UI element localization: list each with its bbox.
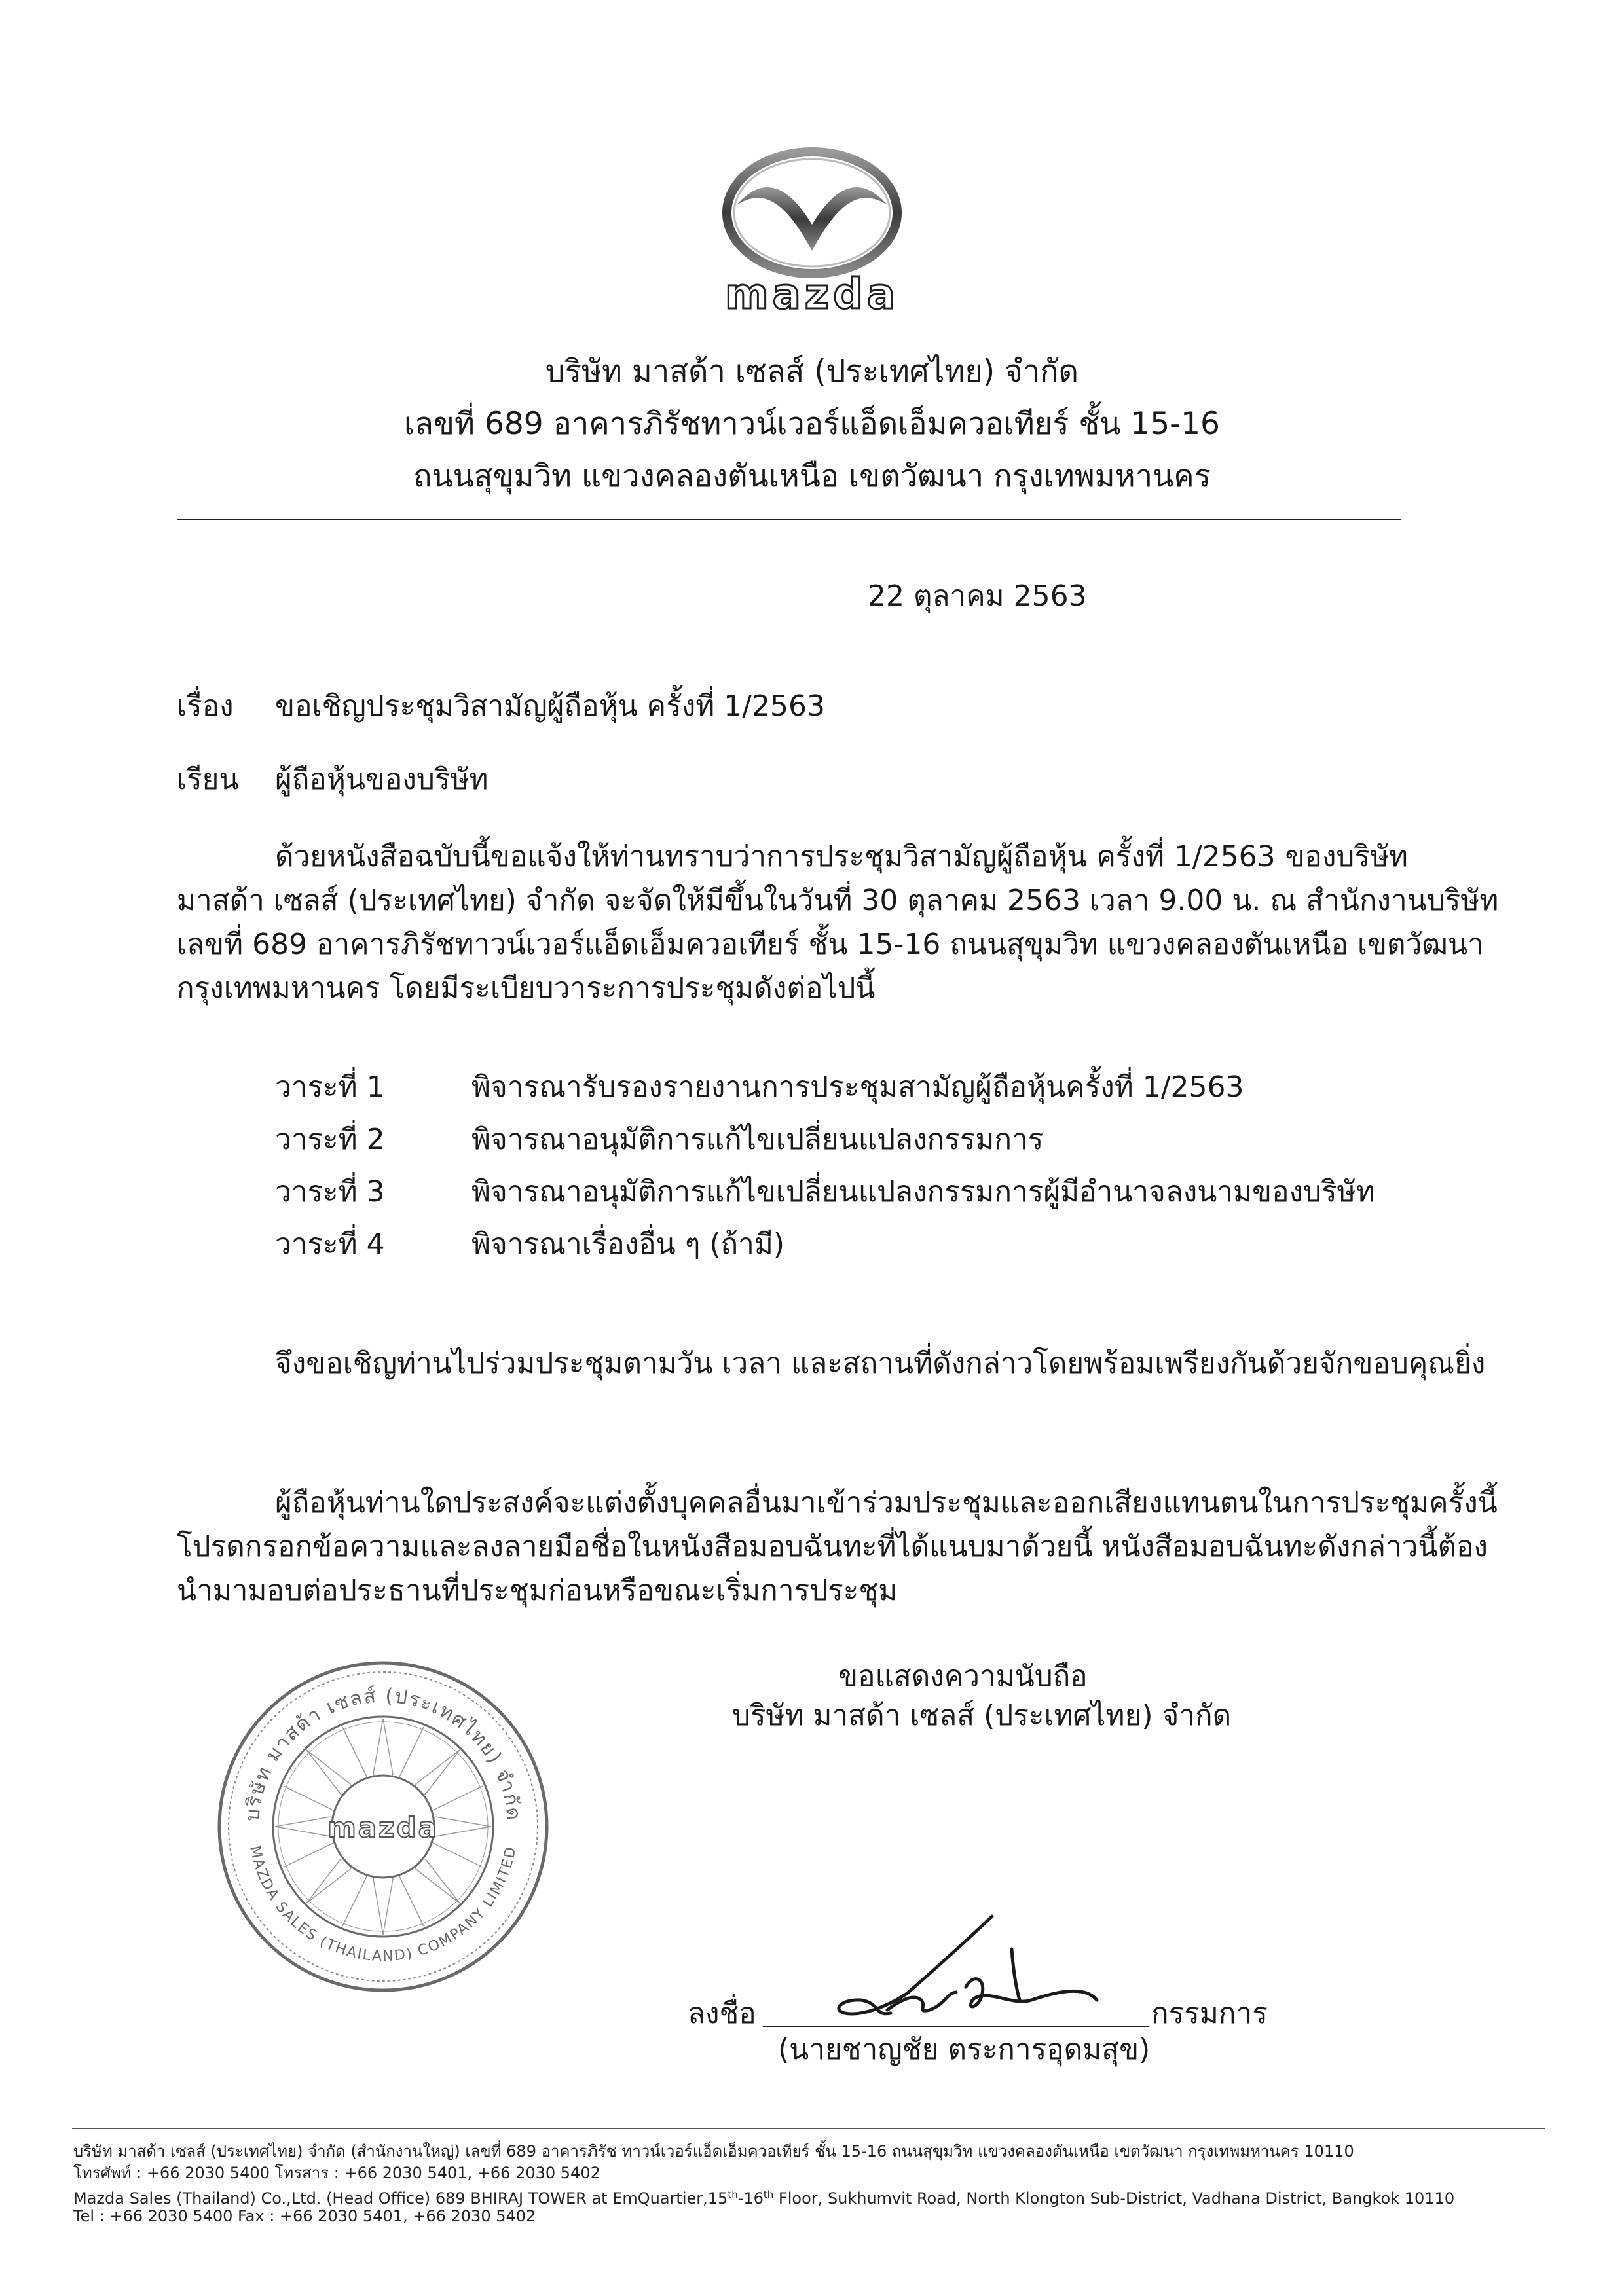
signer-position: กรรมการ <box>1151 1997 1268 2030</box>
agenda-item <box>275 1116 1043 1162</box>
subject-text: ขอเชิญประชุมวิสามัญผู้ถือหุ้น ครั้งที่ 1/2563 <box>275 689 825 723</box>
agenda-label: วาระที่ 3 <box>275 1175 385 1209</box>
agenda-label: วาระที่ 4 <box>275 1228 385 1261</box>
agenda-text: พิจารณาอนุมัติการแก้ไขเปลี่ยนแปลงกรรมการผู้มีอำนาจลงนามของบริษัท <box>471 1175 1375 1209</box>
proxy-line: ผู้ถือหุ้นท่านใดประสงค์จะแต่งตั้งบุคคลอื่นมาเข้าร่วมประชุมและออกเสียงแทนตนในการประชุมครั้งนี้ <box>275 1486 1498 1520</box>
footer-en-address-part: -16 <box>737 2189 764 2208</box>
invitation-text: จึงขอเชิญท่านไปร่วมประชุมตามวัน เวลา และสถานที่ดังกล่าวโดยพร้อมเพรียงกันด้วยจักขอบคุณยิ่ง <box>275 1347 1486 1380</box>
company-logo <box>707 147 917 318</box>
footer-divider <box>72 2128 1545 2129</box>
letterhead-address-line2: ถนนสุขุมวิท แขวงคลองตันเหนือ เขตวัฒนา กรุงเทพมหานคร <box>413 458 1211 494</box>
proxy-line: โปรดกรอกข้อความและลงลายมือชื่อในหนังสือมอบฉันทะที่ได้แนบมาด้วยนี้ หนังสือมอบฉันทะดังกล่าวนี้ต้อง <box>177 1530 1488 1563</box>
proxy-line: นำมามอบต่อประธานที่ประชุมก่อนหรือขณะเริ่มการประชุม <box>177 1574 898 1607</box>
intro-line: เลขที่ 689 อาคารภิรัชทาวน์เวอร์แอ็ดเอ็มควอเทียร์ ชั้น 15-16 ถนนสุขุมวิท แขวงคลองตันเหนือ เขตวัฒนา <box>177 928 1484 961</box>
sign-label: ลงชื่อ <box>688 1997 756 2030</box>
agenda-item <box>275 1064 1244 1110</box>
agenda-item <box>275 1221 784 1267</box>
seal-center-wordmark: mazda <box>327 1812 439 1844</box>
seal-ring-text-thai: บริษัท มาสด้า เซลส์ (ประเทศไทย) จำกัด <box>240 1684 526 1823</box>
closing-regards: ขอแสดงความนับถือ <box>838 1660 1088 1693</box>
intro-line: มาสด้า เซลส์ (ประเทศไทย) จำกัด จะจัดให้มีขึ้นในวันที่ 30 ตุลาคม 2563 เวลา 9.00 น. ณ สำนักงานบริษัท <box>177 884 1499 917</box>
letter-date: 22 ตุลาคม 2563 <box>868 579 1087 613</box>
footer-superscript: th <box>763 2189 774 2200</box>
seal-ring-text-en: MAZDA SALES (THAILAND) COMPANY LIMITED <box>246 1844 520 1965</box>
footer-thai-phone: โทรศัพท์ : +66 2030 5400 โทรสาร : +66 2030 5401, +66 2030 5402 <box>73 2164 600 2182</box>
letterhead-address-line1: เลขที่ 689 อาคารภิรัชทาวน์เวอร์แอ็ดเอ็มควอเทียร์ ชั้น 15-16 <box>404 406 1220 442</box>
recipient-text: ผู้ถือหุ้นของบริษัท <box>275 763 489 796</box>
footer-en-address-part: Mazda Sales (Thailand) Co.,Ltd. (Head Office) 689 BHIRAJ TOWER at EmQuartier,15 <box>73 2189 728 2208</box>
footer-en-address-part: Floor, Sukhumvit Road, North Klongton Sub-District, Vadhana District, Bangkok 10110 <box>773 2189 1455 2208</box>
recipient-label: เรียน <box>177 763 239 796</box>
header-divider <box>177 519 1401 520</box>
footer-thai-address: บริษัท มาสด้า เซลส์ (ประเทศไทย) จำกัด (สำนักงานใหญ่) เลขที่ 689 อาคารภิรัช ทาวน์เวอร์แอ็ดเอ็มควอเทียร์ ชั้น 15-16 ถนนสุขุมวิท แขวงคลองตันเหนือ เขตวัฒนา กรุงเทพมหานคร 10110 <box>73 2142 1354 2160</box>
footer-en-phone: Tel : +66 2030 5400 Fax : +66 2030 5401, +66 2030 5402 <box>73 2207 536 2225</box>
agenda-label: วาระที่ 2 <box>275 1123 385 1156</box>
company-seal <box>213 1656 553 1997</box>
agenda-item <box>275 1169 1375 1214</box>
intro-paragraph <box>177 835 1499 1010</box>
agenda-text: พิจารณารับรองรายงานการประชุมสามัญผู้ถือหุ้นครั้งที่ 1/2563 <box>471 1070 1244 1104</box>
subject-label: เรื่อง <box>177 689 234 723</box>
intro-line: ด้วยหนังสือฉบับนี้ขอแจ้งให้ท่านทราบว่าการประชุมวิสามัญผู้ถือหุ้น ครั้งที่ 1/2563 ของบริษัท <box>275 840 1408 873</box>
signer-name: (นายชาญชัย ตระการอุดมสุข) <box>778 2033 1151 2066</box>
proxy-paragraph <box>177 1481 1498 1613</box>
agenda-label: วาระที่ 1 <box>275 1070 385 1104</box>
agenda-text: พิจารณาเรื่องอื่น ๆ (ถ้ามี) <box>471 1228 785 1261</box>
intro-line: กรุงเทพมหานคร โดยมีระเบียบวาระการประชุมดังต่อไปนี้ <box>177 972 876 1005</box>
agenda-text: พิจารณาอนุมัติการแก้ไขเปลี่ยนแปลงกรรมการ <box>471 1123 1044 1156</box>
letterhead-company-name: บริษัท มาสด้า เซลส์ (ประเทศไทย) จำกัด <box>545 354 1079 390</box>
handwritten-signature <box>776 1908 1143 2033</box>
footer-superscript: th <box>728 2189 738 2200</box>
mazda-wing-icon <box>707 147 917 278</box>
closing-company: บริษัท มาสด้า เซลส์ (ประเทศไทย) จำกัด <box>732 1699 1232 1732</box>
logo-wordmark: mazda <box>724 270 900 319</box>
